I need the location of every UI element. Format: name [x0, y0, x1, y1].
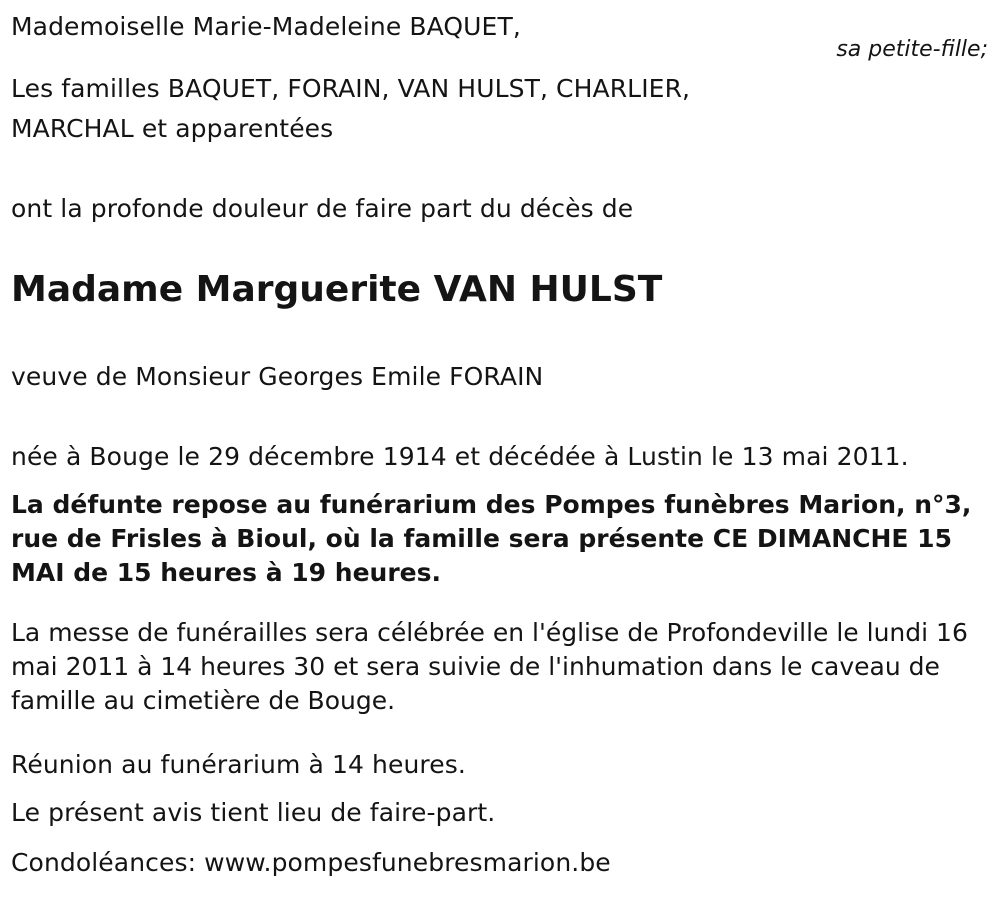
families-line-1: Les familles BAQUET, FORAIN, VAN HULST, CHARLIER,: [11, 74, 691, 103]
granddaughter-relation: sa petite-fille;: [836, 37, 988, 62]
meeting-text: Réunion au funérarium à 14 heures.: [11, 750, 466, 779]
notice-text: Le présent avis tient lieu de faire-part.: [11, 798, 496, 827]
deceased-name: Madame Marguerite VAN HULST: [11, 269, 663, 310]
families-line-2: MARCHAL et apparentées: [11, 114, 334, 143]
announcement-text: ont la profonde douleur de faire part du décès de: [11, 194, 634, 223]
condolences-text: Condoléances: www.pompesfunebresmarion.be: [11, 848, 611, 877]
mass-paragraph: La messe de funérailles sera célébrée en l'église de Profondeville le lundi 16 mai 2011 à 14 heures 30 et sera suivie de l'inhumation dans le caveau de famille au cimetière de Bouge.: [11, 618, 968, 715]
birth-death-text: née à Bouge le 29 décembre 1914 et décédée à Lustin le 13 mai 2011.: [11, 442, 909, 471]
widow-of-text: veuve de Monsieur Georges Emile FORAIN: [11, 362, 544, 391]
granddaughter-name: Mademoiselle Marie-Madeleine BAQUET,: [11, 12, 521, 41]
repose-paragraph: La défunte repose au funérarium des Pompes funèbres Marion, n°3, rue de Frisles à Bioul, où la famille sera présente CE DIMANCHE 15 MAI de 15 heures à 19 heures.: [11, 490, 972, 587]
